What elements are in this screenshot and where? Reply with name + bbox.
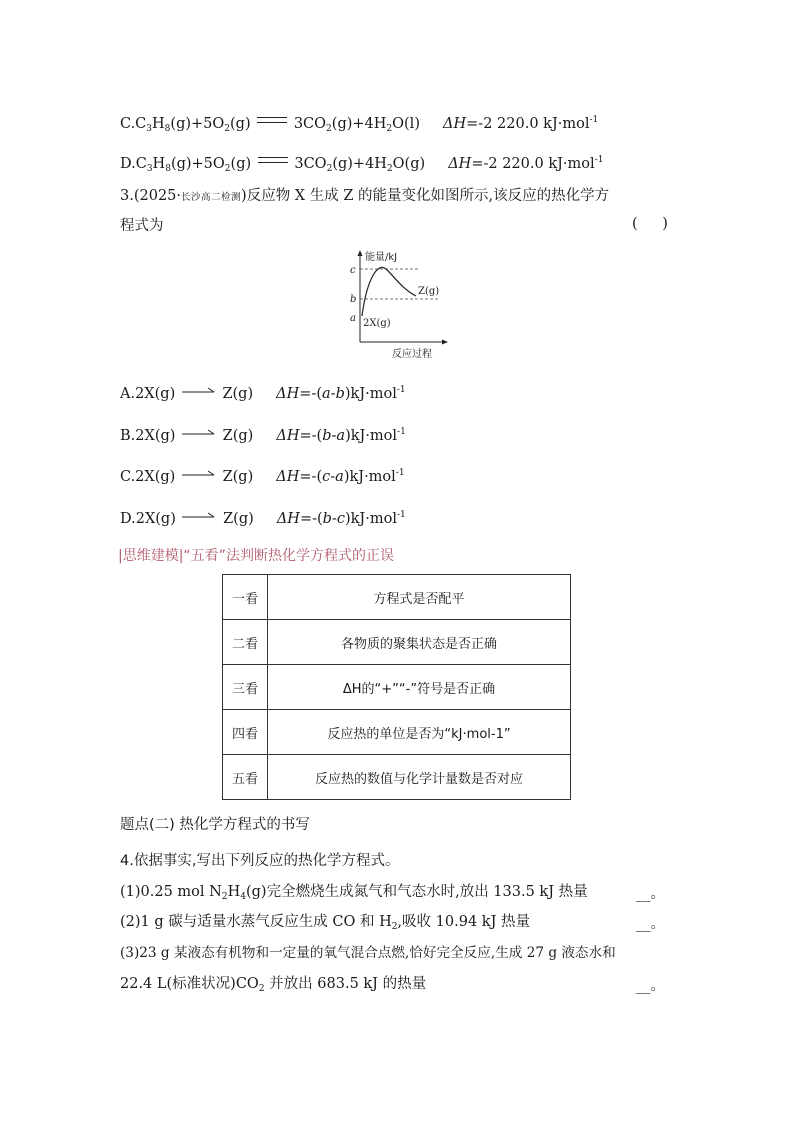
answer-d: D.2X(g) Z(g) ΔH=-(b-c)kJ·mol$^{-1}$ (120, 510, 406, 527)
section-heading: 题点(二) 热化学方程式的书写 (120, 817, 310, 833)
answer-b: B.2X(g) Z(g) ΔH=-(b-a)kJ·mol$^{-1}$ (120, 427, 406, 444)
check-value: 各物质的聚集状态是否正确 (268, 620, 571, 665)
check-value: 反应热的数值与化学计量数是否对应 (268, 755, 571, 800)
answer-blank-3[interactable]: __。 (636, 978, 665, 994)
five-checks-table (222, 574, 571, 800)
answer-blank-1[interactable]: __。 (636, 886, 665, 902)
answer-a: A.2X(g) Z(g) ΔH=-(a-b)kJ·mol$^{-1}$ (120, 385, 406, 402)
y-axis-label: 能量/kJ (365, 252, 398, 263)
question-3-line-2: 程式为 (120, 218, 164, 234)
arrow-icon (182, 469, 216, 479)
thinking-model-heading: |思维建模|“五看”法判断热化学方程式的正误 (118, 548, 394, 564)
answer-blank-2[interactable]: __。 (636, 916, 665, 932)
arrow-icon (182, 386, 216, 396)
question-4-part-2: (2)1 g 碳与适量水蒸气反应生成 CO 和 $H_2$,吸收 10.94 kJ 热量 (120, 914, 530, 932)
question-4-part-3-line-2: 22.4 L(标准状况)$CO_2$ 并放出 683.5 kJ 的热量 (120, 976, 427, 994)
question-4-intro: 4.依据事实,写出下列反应的热化学方程式。 (120, 853, 400, 869)
tick-b: b (350, 294, 357, 305)
answer-c: C.2X(g) Z(g) ΔH=-(c-a)kJ·mol$^{-1}$ (120, 468, 405, 485)
reactant-label: 2X(g) (363, 318, 391, 329)
check-key: 五看 (223, 755, 268, 800)
arrow-icon (182, 428, 216, 438)
answer-bracket: ( ) (632, 216, 668, 232)
equals-sign-icon (258, 157, 288, 163)
check-key: 二看 (223, 620, 268, 665)
table-row (223, 575, 571, 620)
option-c: $C.C_3H_8(g)+5O_2(g)$ $3CO_2(g)+4H_2O(l)$ ΔH=-2 220.0 kJ·mol$^{-1}$ (120, 115, 599, 134)
product-label: Z(g) (418, 286, 440, 297)
tick-a: a (350, 313, 356, 324)
check-key: 四看 (223, 710, 268, 755)
arrow-icon (182, 511, 216, 521)
x-axis-label: 反应过程 (392, 349, 432, 360)
energy-diagram (340, 244, 450, 364)
check-value: 反应热的单位是否为“kJ·mol-1” (268, 710, 571, 755)
table-row (223, 620, 571, 665)
option-d: $D.C_3H_8(g)+5O_2(g)$ $3CO_2(g)+4H_2O(g)$ ΔH=-2 220.0 kJ·mol$^{-1}$ (120, 155, 604, 174)
question-4-part-1: (1)0.25 mol $N_2H_4(g)$完全燃烧生成氮气和气态水时,放出 133.5 kJ 热量 (120, 884, 588, 902)
tick-c: c (350, 265, 356, 276)
check-key: 三看 (223, 665, 268, 710)
check-value: ΔH的“+”“-”符号是否正确 (268, 665, 571, 710)
check-value: 方程式是否配平 (268, 575, 571, 620)
check-key: 一看 (223, 575, 268, 620)
equals-sign-icon (257, 117, 287, 123)
table-row (223, 710, 571, 755)
table-row (223, 755, 571, 800)
question-3-line-1: 3.(2025·长沙高二检测)反应物 X 生成 Z 的能量变化如图所示,该反应的热化学方 (120, 188, 610, 204)
question-4-part-3-line-1: (3)23 g 某液态有机物和一定量的氧气混合点燃,恰好完全反应,生成 27 g 液态水和 (120, 945, 616, 961)
table-row (223, 665, 571, 710)
